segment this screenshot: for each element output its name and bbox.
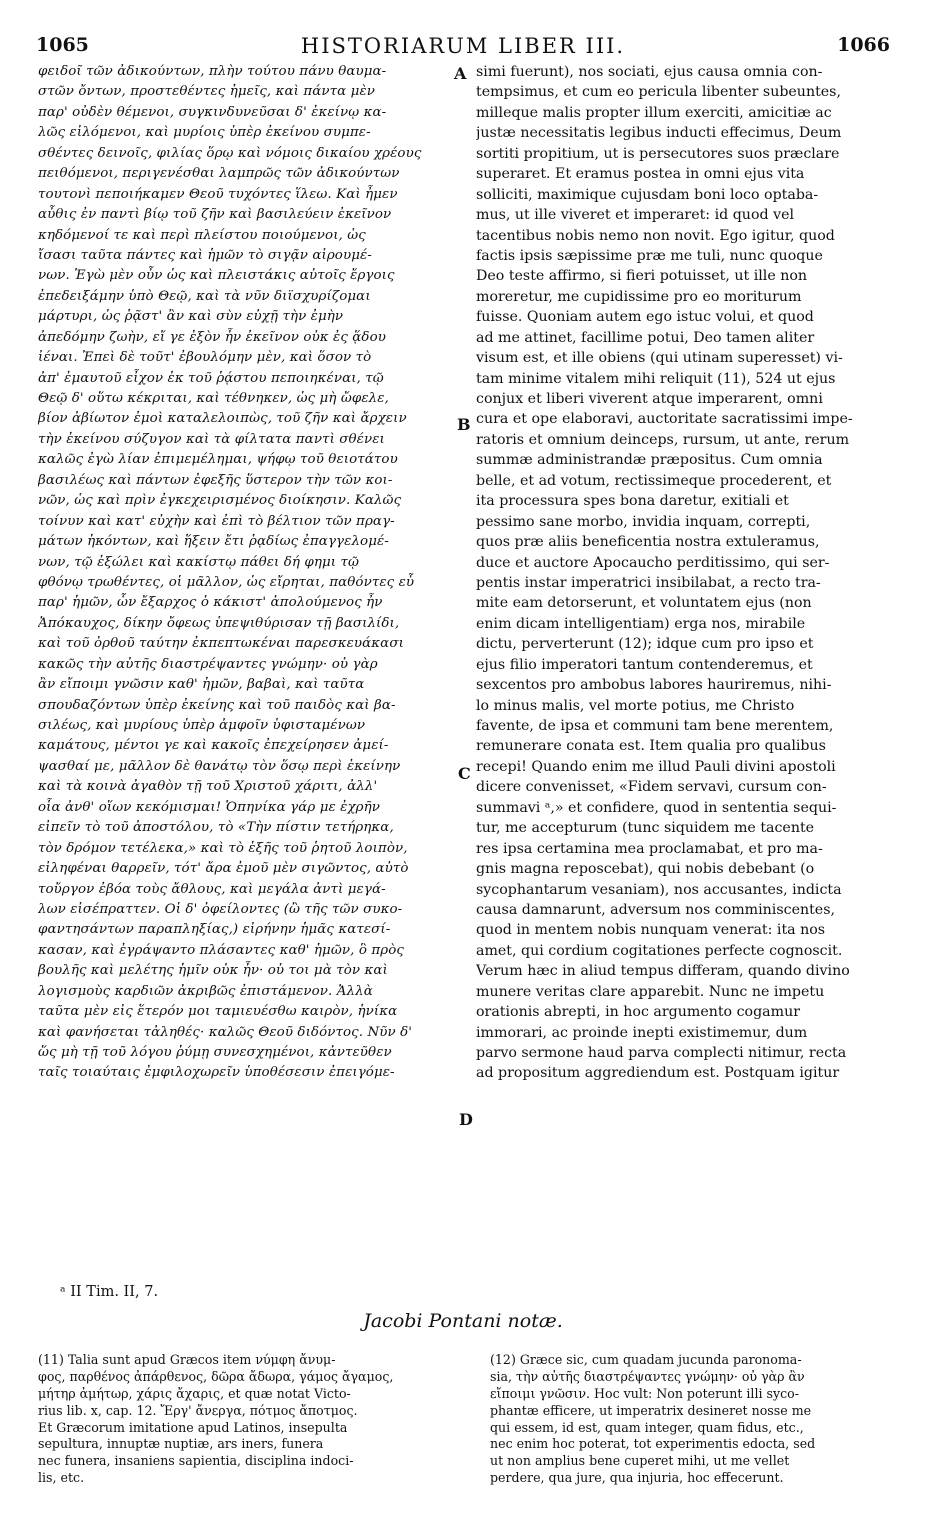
text-line: remunerare conata est. Item qualia pro qualibus — [476, 738, 826, 755]
text-line: recepi! Quando enim me illud Pauli divini apostoli — [476, 758, 836, 775]
text-line: λων εἰσέπραττεν. Οἱ δ' ὀφείλοντες (ὢ τῆς τῶν συκο- — [38, 901, 403, 917]
text-line: στῶν ὄντων, προστεθέντες ἡμεῖς, καὶ πάντα μὲν — [38, 84, 375, 100]
text-line: munere veritas clare apparebit. Nunc ne impetu — [476, 983, 825, 1000]
text-line: καὶ τοῦ ὀρθοῦ ταύτην ἐκπεπτωκέναι παρεσκευάκασι — [38, 636, 404, 652]
text-line: dicere convenisset, «Fidem servavi, cursum con- — [476, 779, 827, 796]
text-line: κασαν, καὶ ἐγράψαντο πλάσαντες καθ' ἡμῶν, ὃ πρὸς — [38, 942, 404, 958]
text-line: dictu, perverterunt (12); idque cum pro ipso et — [476, 636, 814, 653]
text-line: pessimo sane morbo, invidia inquam, correpti, — [476, 513, 811, 530]
note-line: sia, τὴν αὐτῆς διαστρέψαντες γνώμην· οὐ γὰρ ἂν — [490, 1368, 805, 1384]
text-line: cura et ope elaboravi, auctoritate sacratissimi impe- — [476, 411, 853, 428]
text-line: res ipsa certamina mea proclamabat, et pro ma- — [476, 840, 823, 857]
text-line: φειδοῖ τῶν ἀδικούντων, πλὴν τούτου πάνυ θαυμα- — [38, 64, 387, 79]
note-line: (11) Talia sunt apud Græcos item νύμφη ἄνυμ- — [38, 1352, 336, 1367]
text-line: duce et auctore Apocaucho perditissimo, qui ser- — [476, 554, 830, 571]
text-line: ἀπ' ἐμαυτοῦ εἶχον ἐκ τοῦ ῥᾴστου πεποιηκέναι, τῷ — [38, 370, 384, 386]
text-line: belle, et ad votum, rectissimeque procederent, et — [476, 472, 832, 489]
note-line: nec funera, insaniens sapientia, disciplina indoci- — [38, 1453, 354, 1469]
note-line: Et Græcorum imitatione apud Latinos, insepulta — [38, 1419, 348, 1435]
text-line: καὶ τὰ κοινὰ ἀγαθὸν τῇ τοῦ Χριστοῦ χάριτι, ἀλλ' — [38, 779, 378, 795]
note-line: qui essem, id est, quam integer, quam fidus, etc., — [490, 1419, 804, 1435]
margin-marker-b: B — [457, 415, 471, 434]
text-line: sortiti propitium, ut is persecutores suos præclare — [476, 145, 840, 162]
running-title: HISTORIARUM LIBER III. — [300, 34, 626, 58]
latin-text-column — [476, 62, 890, 1084]
note-12 — [490, 1352, 890, 1487]
text-line: καλῶς ἐγὼ λίαν ἐπιμεμέλημαι, ψήφῳ τοῦ θειοτάτου — [38, 452, 398, 468]
note-line: sepultura, innuptæ nuptiæ, ars iners, funera — [38, 1436, 324, 1452]
text-line: ἂν εἴποιμι γνῶσιν καθ' ἡμῶν, βαβαὶ, καὶ ταῦτα — [38, 677, 365, 693]
text-line: tur, me accepturum (tunc siquidem me tacente — [476, 820, 815, 837]
text-line: αὖθις ἐν παντὶ βίῳ τοῦ ζῆν καὶ βασιλεύειν ἐκεῖνον — [38, 207, 392, 223]
note-11 — [38, 1352, 458, 1487]
note-line: rius lib. x, cap. 12. Ἔργ' ἄνεργα, πότμος ἄποτμος. — [38, 1402, 358, 1418]
text-line: παρ' ἡμῶν, ὧν ἔξαρχος ὁ κάκιστ' ἀπολούμενος ἦν — [38, 595, 383, 611]
text-line: βουλῆς καὶ μελέτης ἡμῖν οὐκ ἦν· οὐ τοι μὰ τὸν καὶ — [38, 963, 388, 979]
text-line: immorari, ac proinde inepti existimemur, dum — [476, 1024, 808, 1041]
text-line: moreretur, me cupidissime pro eo moriturum — [476, 288, 802, 305]
text-line: tam minime vitalem mihi reliquit (11), 524 ut ejus — [476, 370, 836, 387]
note-line: phantæ efficere, ut imperatrix desineret nosse me — [490, 1402, 812, 1418]
text-line: enim dicam intelligentiam) erga nos, mirabile — [476, 615, 806, 632]
page-number-right: 1066 — [837, 34, 890, 56]
text-line: τὴν ἐκείνου σύζυγον καὶ τὰ φίλτατα παντὶ σθένει — [38, 431, 385, 447]
text-line: conjux et liberi viverent atque imperarent, omni — [476, 391, 823, 407]
text-line: ἰέναι. Ἐπεὶ δὲ τοῦτ' ἐβουλόμην μὲν, καὶ ὅσον τὸ — [38, 350, 372, 366]
text-line: μάτων ἡκόντων, καὶ ἥξειν ἔτι ῥᾳδίως ἐπαγγελομέ- — [38, 534, 389, 550]
text-line: ταῦτα μὲν εἰς ἕτερόν μοι ταμιευέσθω καιρὸν, ἡνίκα — [38, 1004, 398, 1020]
text-line: κηδόμενοί τε καὶ περὶ πλείστου ποιούμενοι, ὡς — [38, 227, 366, 243]
text-line: sycophantarum vesaniam), nos accusantes, indicta — [476, 881, 842, 898]
text-line: ad propositum aggrediendum est. Postquam igitur — [476, 1065, 840, 1082]
text-line: Ἀπόκαυχος, δίκην ὄφεως ὑπεψιθύρισαν τῇ βασιλίδι, — [38, 615, 400, 631]
footnote: ᵃ II Tim. II, 7. — [60, 1284, 159, 1300]
text-line: ratoris et omnium deinceps, rursum, ut ante, rerum — [476, 431, 850, 448]
text-line: simi fuerunt), nos sociati, ejus causa omnia con- — [476, 64, 823, 80]
note-line: lis, etc. — [38, 1470, 85, 1486]
text-line: superaret. Et eramus postea in omni ejus vita — [476, 166, 805, 183]
text-line: solliciti, maximique cujusdam boni loco optaba- — [476, 186, 819, 203]
text-line: factis ipsis sæpissime præ me tuli, nunc quoque — [476, 247, 823, 264]
text-line: tempsimus, et cum eo pericula libenter subeuntes, — [476, 84, 841, 101]
text-line: νῶν, ὡς καὶ πρὶν ἐγκεχειρισμένος διοίκησιν. Καλῶς — [38, 493, 402, 509]
text-line: Θεῷ δ' οὕτω κέκριται, καὶ τέθνηκεν, ὡς μὴ ὤφελε, — [38, 391, 389, 406]
page-number-left: 1065 — [36, 34, 89, 56]
text-line: ψασθαί με, μᾶλλον δὲ θανάτῳ τὸν ὅσῳ περὶ ἐκείνην — [38, 758, 401, 774]
margin-marker-d: D — [459, 1110, 473, 1129]
note-line: φος, παρθένος ἀπάρθενος, δῶρα ἄδωρα, γάμος ἄγαμος, — [38, 1368, 394, 1384]
text-line: sexcentos pro ambobus labores hauriremus, nihi- — [476, 677, 832, 694]
text-line: τοίνυν καὶ κατ' εὐχὴν καὶ ἐπὶ τὸ βέλτιον τῶν πραγ- — [38, 513, 395, 529]
text-line: τὸν δρόμον τετέλεκα,» καὶ τὸ ἑξῆς τοῦ ῥητοῦ λοιπὸν, — [38, 840, 408, 856]
text-line: gnis magna reposcebat), qui nobis debebant (o — [476, 861, 815, 878]
text-line: φαντησάντων παραπληξίας,) εἰρήνην ἡμᾶς κατεσί- — [38, 922, 391, 938]
text-line: βίον ἀβίωτον ἐμοὶ καταλελοιπὼς, τοῦ ζῆν καὶ ἄρχειν — [38, 411, 407, 427]
text-line: εἰληφέναι θαρρεῖν, τότ' ἄρα ἐμοῦ μὲν σιγῶντος, αὐτὸ — [38, 861, 409, 877]
text-line: νων, τῷ ἐξώλει καὶ κακίστῳ πάθει δή φημι τῷ — [38, 554, 360, 570]
text-line: lo minus malis, vel morte potius, me Christo — [476, 697, 795, 714]
text-line: κακῶς τὴν αὐτῆς διαστρέψαντες γνώμην· οὐ γὰρ — [38, 656, 378, 672]
text-line: Verum hæc in aliud tempus differam, quando divino — [476, 963, 850, 980]
note-line: εἴποιμι γνῶσιν. Hoc vult: Non poterunt illi syco- — [490, 1385, 799, 1401]
text-line: ad me attinet, facillime potui, Deo tamen aliter — [476, 329, 815, 346]
text-line: πειθόμενοι, περιγενέσθαι λαμπρῶς τῶν ἀδικούντων — [38, 166, 400, 182]
text-line: οἷα ἀνθ' οἵων κεκόμισμαι! Ὁπηνίκα γάρ με ἐχρῆν — [38, 799, 381, 815]
text-line: tacentibus nobis nemo non novit. Ego igitur, quod — [476, 227, 835, 244]
text-line: pentis instar imperatrici insibilabat, a recto tra- — [476, 574, 821, 591]
text-line: λογισμοὺς καρδιῶν ἀκριβῶς ἐπιστάμενον. Ἀλλὰ — [38, 983, 373, 999]
text-line: favente, de ipsa et communi tam bene merentem, — [476, 718, 834, 734]
text-line: summavi ᵃ,» et confidere, quod in sententia sequi- — [476, 799, 837, 816]
text-line: σιλέως, καὶ μυρίους ὑπὲρ ἀμφοῖν ὑφισταμένων — [38, 718, 366, 733]
text-line: νων. Ἐγὼ μὲν οὖν ὡς καὶ πλειστάκις αὐτοῖς ἔργοις — [38, 268, 395, 284]
text-line: fuisse. Quoniam autem ego istuc volui, et quod — [476, 309, 814, 326]
text-line: visum est, et ille obiens (qui utinam superesset) vi- — [476, 350, 843, 367]
notes-title: Jacobi Pontani notæ. — [363, 1310, 563, 1332]
margin-marker-a: A — [454, 64, 467, 83]
text-line: quod in mentem nobis nunquam venerat: ita nos — [476, 922, 826, 939]
text-line: ὥς μὴ τῇ τοῦ λόγου ῥύμῃ συνεσχημένοι, κἀντεῦθεν — [38, 1045, 392, 1060]
note-line: μήτηρ ἀμήτωρ, χάρις ἄχαρις, et quæ notat Victo- — [38, 1385, 351, 1401]
text-line: φθόνῳ τρωθέντες, οἱ μᾶλλον, ὡς εἴρηται, παθόντες εὖ — [38, 574, 415, 590]
text-line: ἐπεδειξάμην ὑπὸ Θεῷ, καὶ τὰ νῦν διϊσχυρίζομαι — [38, 288, 371, 304]
text-line: causa damnarunt, adversum nos comminiscentes, — [476, 901, 835, 918]
text-line: justæ necessitatis legibus inducti effecimus, Deum — [476, 125, 842, 142]
text-line: λῶς εἰλόμενοι, καὶ μυρίοις ὑπὲρ ἐκείνου συμπε- — [38, 125, 371, 141]
text-line: mus, ut ille viveret et imperaret: id quod vel — [476, 207, 795, 224]
greek-text-column — [38, 62, 456, 1084]
text-line: amet, qui cordium cogitationes perfecte cognoscit. — [476, 942, 843, 959]
text-line: ταῖς τοιαύταις ἐμφιλοχωρεῖν ὑποθέσεσιν ἐπειγόμε- — [38, 1065, 395, 1081]
note-line: (12) Græce sic, cum quadam jucunda paronoma- — [490, 1352, 802, 1367]
text-line: παρ' οὐδὲν θέμενοι, συγκινδυνεῦσαι δ' ἐκείνῳ κα- — [38, 104, 387, 120]
note-line: nec enim hoc poterat, tot experimentis edocta, sed — [490, 1436, 816, 1452]
text-line: summæ administrandæ præpositus. Cum omnia — [476, 452, 823, 469]
margin-marker-c: C — [458, 764, 471, 783]
text-line: τοὔργον ἐβόα τοὺς ἄθλους, καὶ μεγάλα ἀντὶ μεγά- — [38, 881, 386, 897]
text-line: σπουδαζόντων ὑπὲρ ἐκείνης καὶ τοῦ παιδὸς καὶ βα- — [38, 697, 396, 713]
text-line: ita processura spes bona daretur, exitiali et — [476, 493, 789, 510]
text-line: parvo sermone haud parva complecti nitimur, recta — [476, 1045, 847, 1061]
note-line: ut non amplius bene cuperet mihi, ut me vellet — [490, 1453, 790, 1469]
text-line: σθέντες δεινοῖς, φιλίας ὅρῳ καὶ νόμοις δικαίου χρέους — [38, 145, 422, 161]
text-line: milleque malis propter illum exerciti, amicitiæ ac — [476, 104, 832, 121]
text-line: τουτονὶ πεποιήκαμεν Θεοῦ τυχόντες ἵλεω. Καὶ ἦμεν — [38, 186, 398, 202]
text-line: ejus filio imperatori tantum contenderemus, et — [476, 656, 813, 673]
text-line: orationis abrepti, in hoc argumento cogamur — [476, 1004, 801, 1021]
text-line: quos præ aliis beneficentia nostra extuleramus, — [476, 534, 820, 551]
text-line: μάρτυρι, ὡς ῥᾷστ' ἂν καὶ σὺν εὐχῇ τὴν ἐμὴν — [38, 309, 344, 325]
text-line: ἀπεδόμην ζωὴν, εἴ γε ἐξὸν ἦν ἐκεῖνον οὐκ ἐς ᾅδου — [38, 329, 386, 345]
text-line: εἰπεῖν τὸ τοῦ ἀποστόλου, τὸ «Τὴν πίστιν τετήρηκα, — [38, 820, 394, 836]
text-line: ἴσασι ταῦτα πάντες καὶ ἡμῶν τὸ σιγᾷν αἱρουμέ- — [38, 247, 372, 263]
text-line: mite eam detorserunt, et voluntatem ejus (non — [476, 595, 812, 612]
text-line: Deo teste affirmo, si fieri potuisset, ut ille non — [476, 268, 808, 285]
note-line: perdere, qua jure, qua injuria, hoc effecerunt. — [490, 1470, 784, 1486]
text-line: βασιλέως καὶ πάντων ἐφεξῆς ὕστερον τὴν τῶν κοι- — [38, 472, 393, 488]
text-line: καὶ φανήσεται τἀληθές· καλῶς Θεοῦ διδόντος. Νῦν δ' — [38, 1024, 413, 1040]
text-line: καμάτους, μέντοι γε καὶ κακοῖς ἐπεχείρησεν ἀμεί- — [38, 738, 389, 754]
